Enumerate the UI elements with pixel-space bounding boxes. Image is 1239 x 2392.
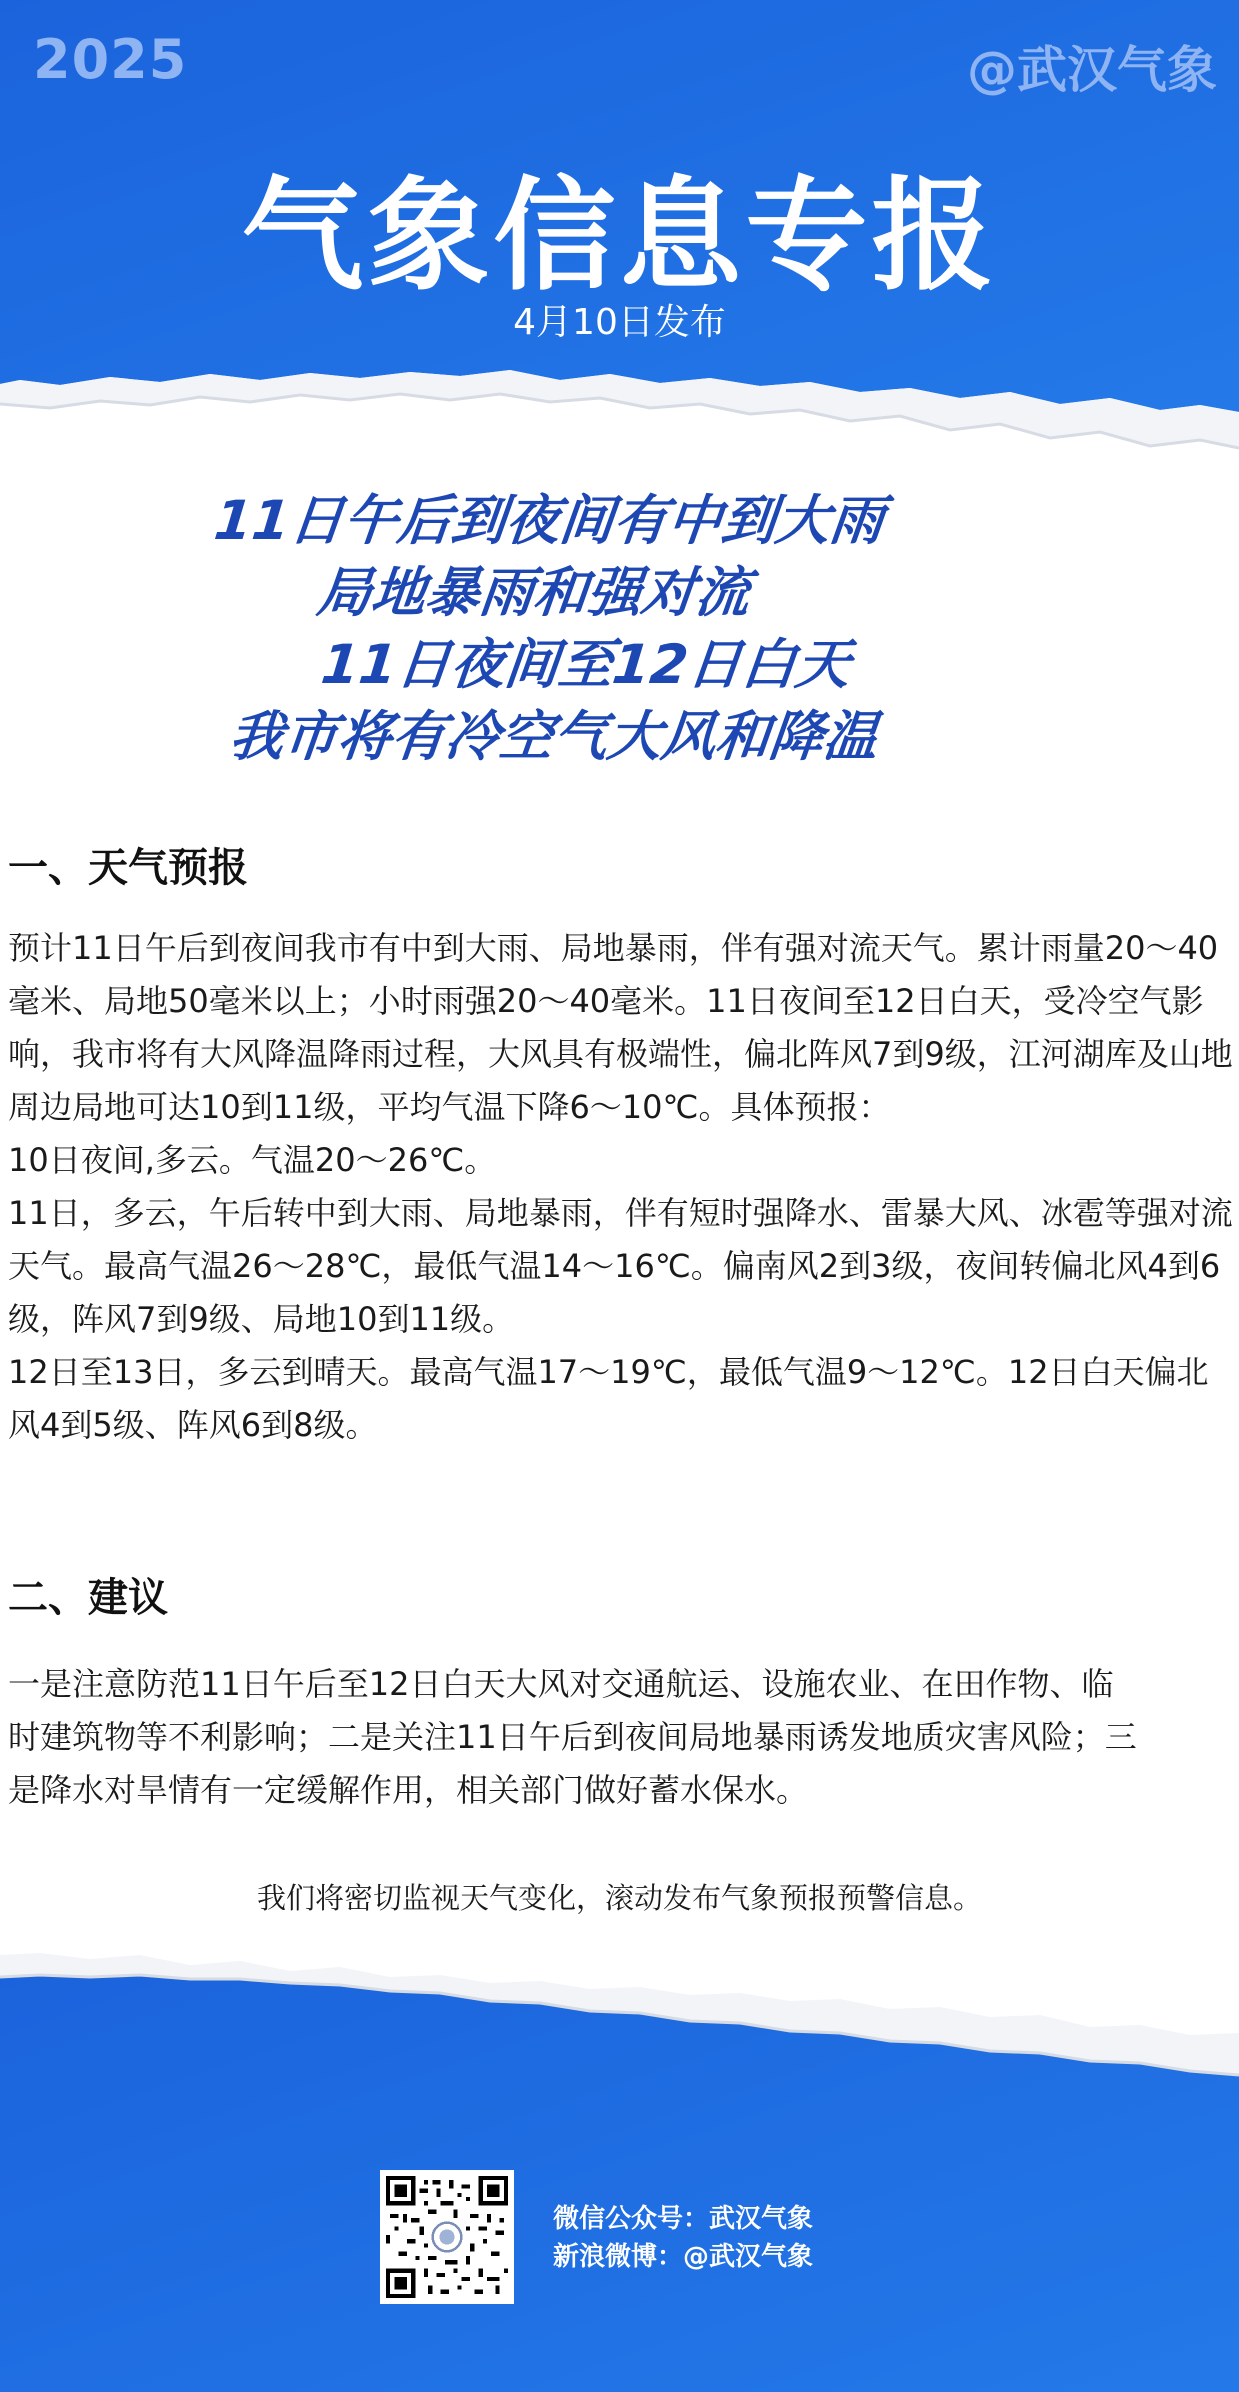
forecast-heading: 一、天气预报 bbox=[8, 845, 248, 891]
closing-statement: 我们将密切监视天气变化，滚动发布气象预报预警信息。 bbox=[256, 1881, 982, 1915]
account-handle: @武汉气象 bbox=[967, 41, 1217, 99]
page-title: 气象信息专报 bbox=[241, 165, 998, 307]
headline-line-2: 局地暴雨和强对流 bbox=[314, 561, 753, 624]
top-banner bbox=[0, 0, 1239, 470]
forecast-paragraph: 11日，多云，午后转中到大雨、局地暴雨，伴有短时强降水、雷暴大风、冰雹等强对流天气。最高气温26～28℃，最低气温14～16℃。偏南风2到3级，夜间转偏北风4到6级，阵风7到9级、局地10到11级。 bbox=[8, 1194, 1233, 1338]
advice-body bbox=[8, 1658, 1143, 1817]
forecast-body bbox=[8, 922, 1233, 1452]
advice-heading: 二、建议 bbox=[8, 1575, 168, 1621]
headline-line-1: 11日午后到夜间有中到大雨 bbox=[211, 489, 888, 552]
qr-code-icon bbox=[386, 2176, 508, 2298]
headline-line-4: 我市将有冷空气大风和降温 bbox=[226, 705, 881, 768]
weibo-account: 新浪微博：@武汉气象 bbox=[553, 2242, 814, 2272]
contact-info bbox=[553, 2200, 813, 2276]
bottom-banner-background bbox=[0, 1935, 1239, 2392]
advice-paragraph: 一是注意防范11日午后至12日白天大风对交通航运、设施农业、在田作物、临时建筑物等不利影响；二是关注11日午后到夜间局地暴雨诱发地质灾害风险；三是降水对旱情有一定缓解作用，相关部门做好蓄水保水。 bbox=[8, 1665, 1137, 1809]
forecast-paragraph: 10日夜间,多云。气温20～26℃。 bbox=[8, 1141, 497, 1179]
wechat-account: 微信公众号：武汉气象 bbox=[553, 2204, 814, 2234]
year-label: 2025 bbox=[33, 28, 188, 91]
forecast-paragraph: 12日至13日，多云到晴天。最高气温17～19℃，最低气温9～12℃。12日白天偏北风4到5级、阵风6到8级。 bbox=[8, 1353, 1209, 1444]
qr-code[interactable] bbox=[380, 2170, 514, 2304]
bottom-banner bbox=[0, 1935, 1239, 2392]
forecast-paragraph: 预计11日午后到夜间我市有中到大雨、局地暴雨，伴有强对流天气。累计雨量20～40毫米、局地50毫米以上；小时雨强20～40毫米。11日夜间至12日白天，受冷空气影响，我市将有大风降温降雨过程，大风具有极端性，偏北阵风7到9级，江河湖库及山地周边局地可达10到11级，平均气温下降6～10℃。具体预报： bbox=[8, 929, 1233, 1126]
publish-date: 4月10日发布 bbox=[513, 302, 726, 343]
headline-line-3: 11日夜间至12日白天 bbox=[318, 633, 854, 696]
